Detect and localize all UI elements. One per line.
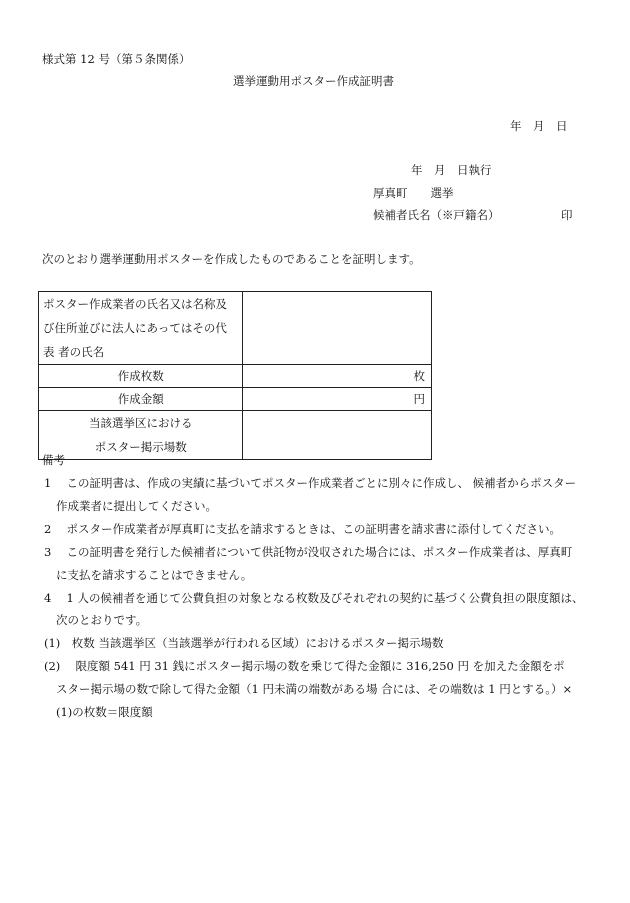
poster-info-table	[38, 291, 432, 460]
producer-name-value[interactable]	[243, 292, 432, 365]
issue-date: 年 月 日	[510, 119, 568, 133]
amount-unit[interactable]: 円	[243, 388, 432, 411]
note-line: 3 この証明書を発行した候補者について供託物が没収された場合には、ポスター作成業者は、厚真町	[44, 545, 573, 559]
table-row	[39, 365, 432, 388]
note-line: (2) 限度額 541 円 31 銭にポスター掲示場の数を乗じて得た金額に 316,250 円 を加えた金額をポ	[44, 659, 565, 673]
certification-text: 次のとおり選挙運動用ポスターを作成したものであることを証明します。	[42, 252, 421, 266]
note-line: 1 この証明書は、作成の実績に基づいてポスター作成業者ごとに別々に作成し、 候補者からポスター	[44, 476, 577, 490]
amount-label: 作成金額	[39, 388, 243, 411]
note-line: スター掲示場の数で除して得た金額（1 円未満の端数がある場 合には、その端数は 1 円とする。）×	[56, 682, 573, 696]
label-line: ポスター作成業者の氏名又は名称及	[43, 297, 227, 311]
note-line: (1) 枚数 当該選挙区（当該選挙が行われる区域）におけるポスター掲示場数	[44, 636, 444, 650]
notes-heading: 備考	[42, 453, 65, 467]
poster-board-count-label	[39, 411, 243, 460]
quantity-label: 作成枚数	[39, 365, 243, 388]
note-line: に支払を請求することはできません。	[56, 568, 253, 582]
note-line: 次のとおりです。	[56, 613, 148, 627]
table-row	[39, 292, 432, 365]
table-row	[39, 388, 432, 411]
label-line: 当該選挙区における	[88, 416, 193, 430]
note-line: 作成業者に提出してください。	[56, 499, 217, 513]
producer-name-label	[39, 292, 243, 365]
label-line: 表 者の氏名	[43, 345, 105, 359]
form-number: 様式第 12 号（第５条関係）	[42, 52, 191, 66]
election-name: 厚真町 選挙	[373, 186, 454, 200]
note-line: 2 ポスター作成業者が厚真町に支払を請求するときは、この証明書を請求書に添付してください。	[44, 522, 561, 536]
candidate-name-label: 候補者氏名（※戸籍名）	[373, 208, 500, 222]
poster-board-count-value[interactable]	[243, 411, 432, 460]
label-line: ポスター掲示場数	[94, 440, 187, 454]
document-title: 選挙運動用ポスター作成証明書	[233, 74, 394, 88]
note-line: 4 1 人の候補者を通じて公費負担の対象となる枚数及びそれぞれの契約に基づく公費負担の限度額は、	[44, 591, 584, 605]
note-line: (1)の枚数＝限度額	[56, 705, 153, 719]
election-held-date: 年 月 日執行	[411, 163, 492, 177]
table-row	[39, 411, 432, 460]
seal-mark: 印	[561, 208, 573, 222]
label-line: び住所並びに法人にあってはその代	[43, 321, 227, 335]
quantity-unit[interactable]: 枚	[243, 365, 432, 388]
